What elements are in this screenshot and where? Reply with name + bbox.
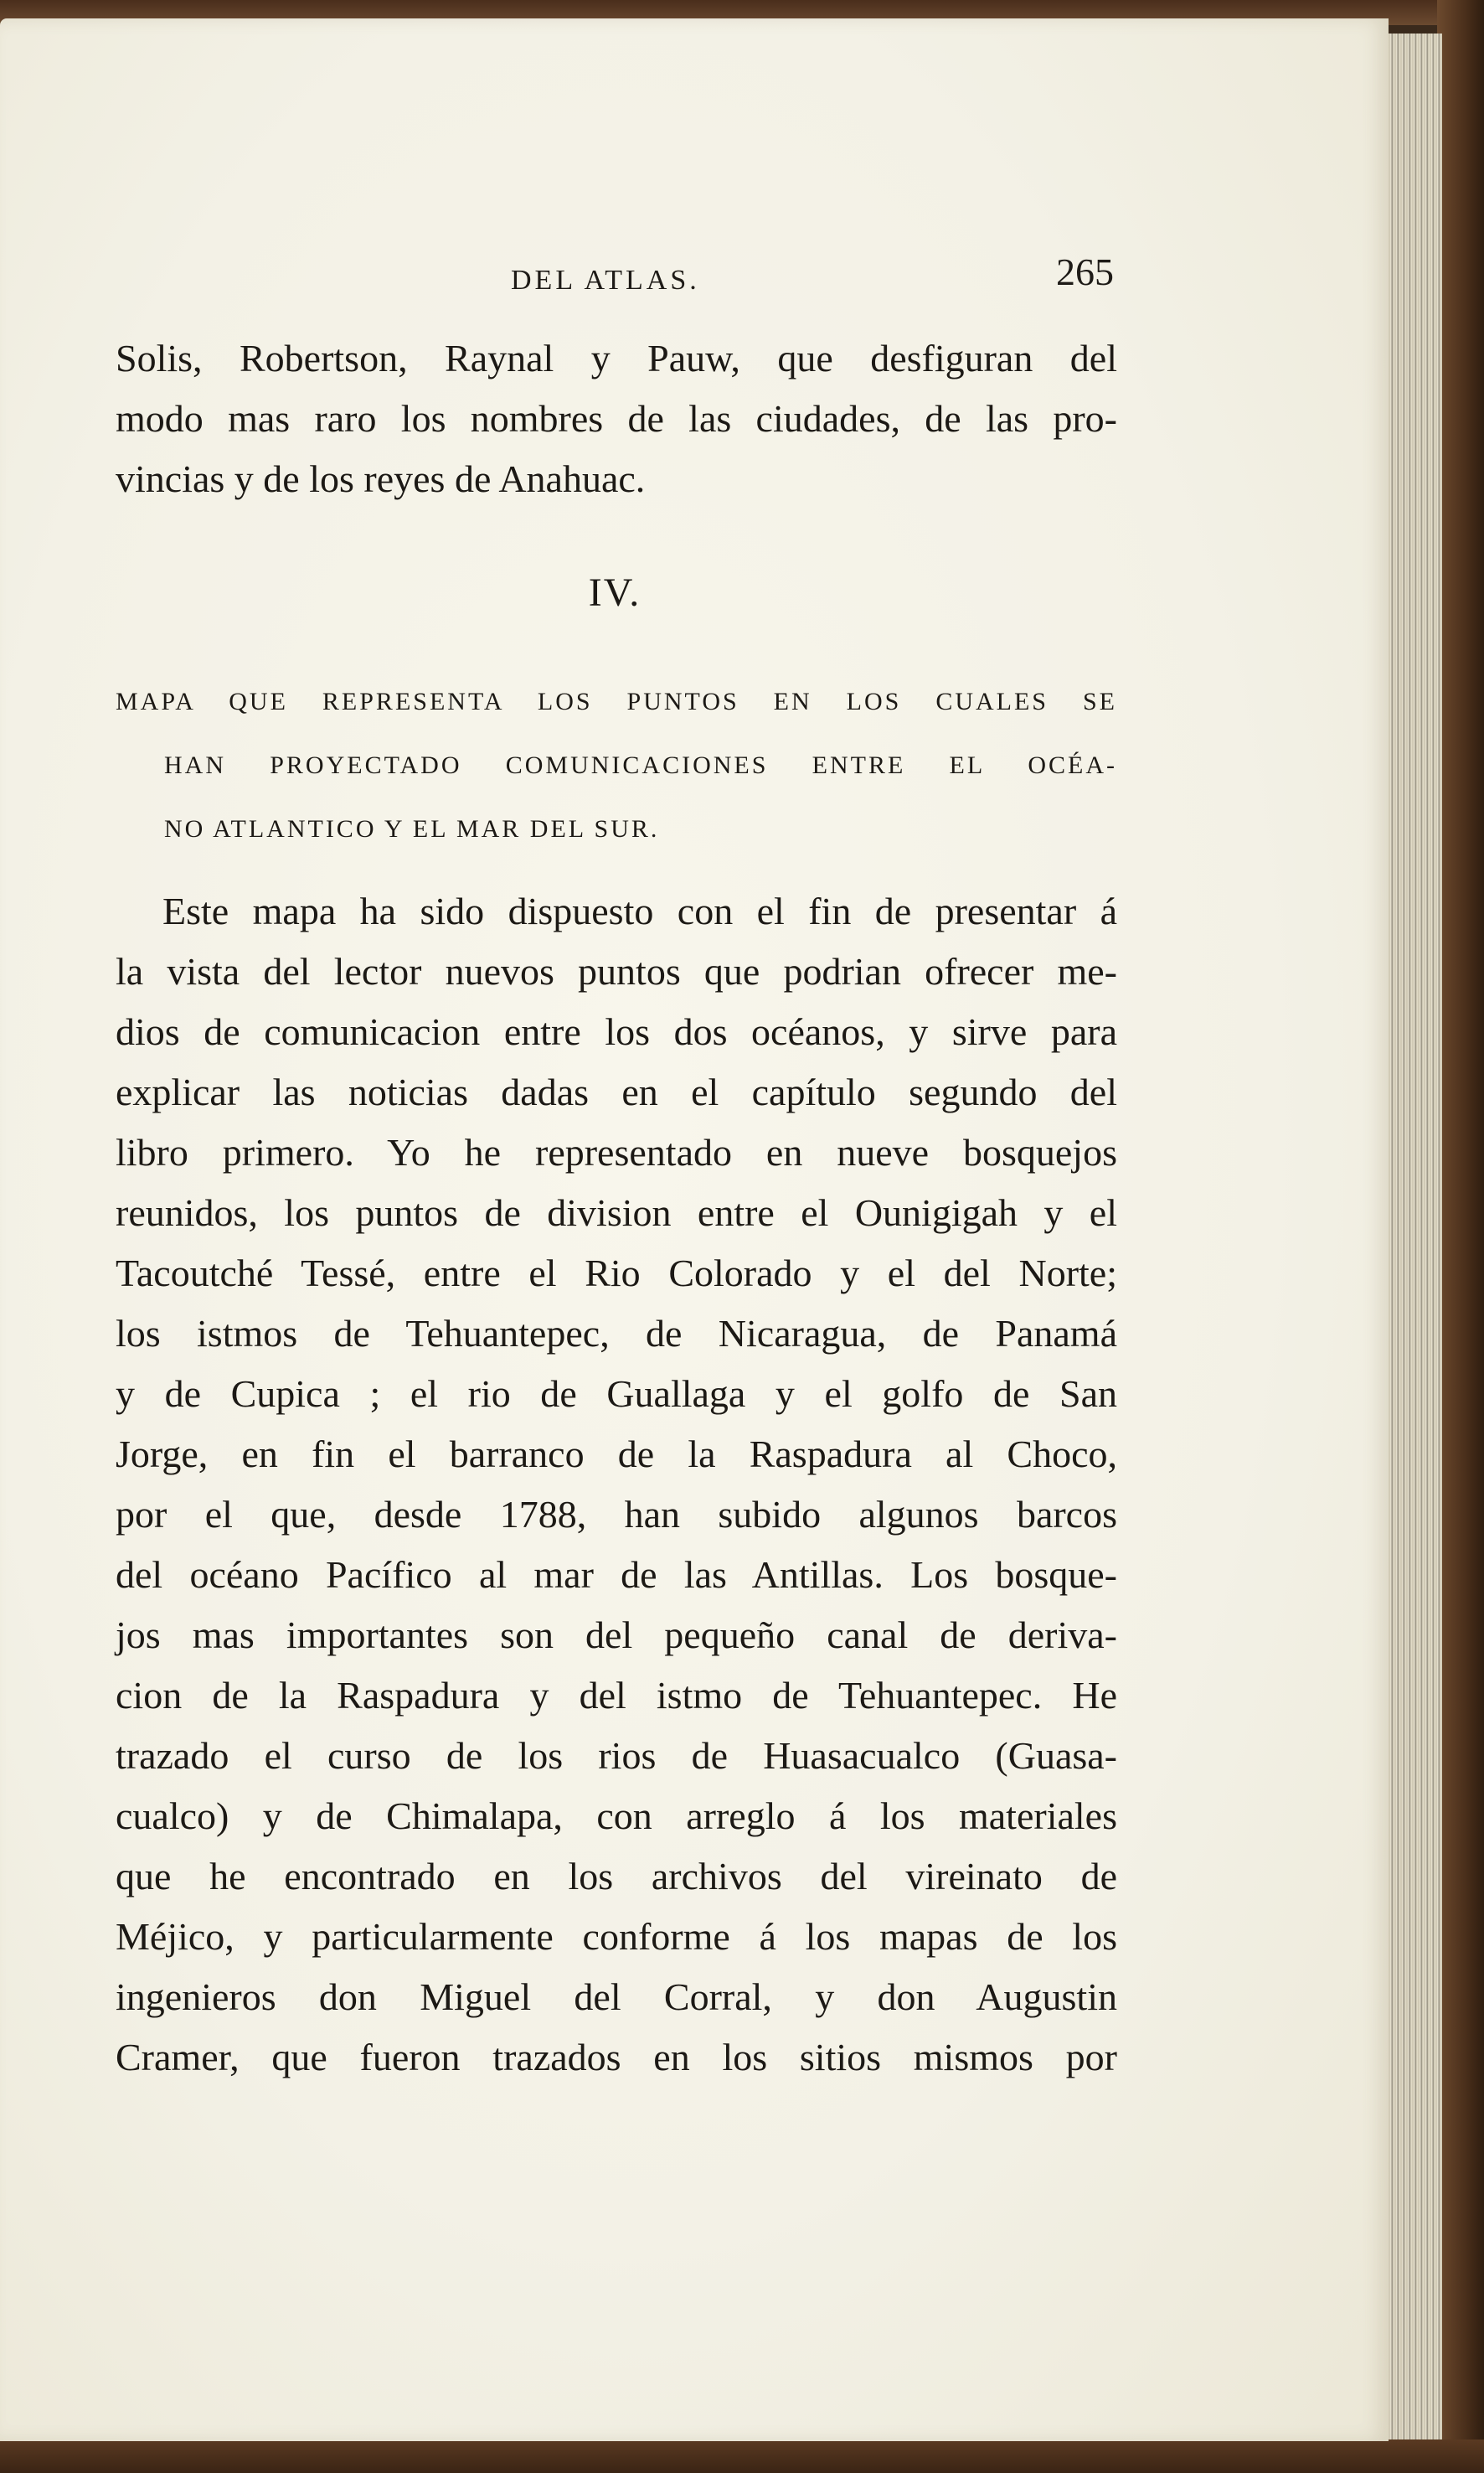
text-line: Tacoutché Tessé, entre el Rio Colorado y el del Norte; [116,1252,1117,1294]
body-paragraph [116,881,1117,2088]
text-line: vincias y de los reyes de Anahuac. [116,457,646,500]
text-line: Méjico, y particularmente conforme á los mapas de los [116,1915,1117,1958]
text-line: explicar las noticias dadas en el capítulo segundo del [116,1071,1117,1113]
page-edges [1380,34,1442,2439]
text-line: y de Cupica ; el rio de Guallaga y el golfo de San [116,1372,1117,1415]
text-line: reunidos, los puntos de division entre el Ounigigah y el [116,1191,1117,1234]
text-line: dios de comunicacion entre los dos océanos, y sirve para [116,1010,1117,1053]
page-number: 265 [1056,250,1114,293]
text-line: ingenieros don Miguel del Corral, y don Augustin [116,1975,1117,2018]
title-line: NO ATLANTICO Y EL MAR DEL SUR. [164,815,660,843]
book-binding-bottom [0,2439,1484,2473]
book-page [0,18,1389,2441]
title-line: HAN PROYECTADO COMUNICACIONES ENTRE EL OCÉA- [164,751,1117,779]
text-line: modo mas raro los nombres de las ciudades, de las pro- [116,397,1117,440]
text-line: Este mapa ha sido dispuesto con el fin de presentar á [162,890,1117,932]
text-line: que he encontrado en los archivos del vireinato de [116,1855,1117,1897]
text-line: Jorge, en fin el barranco de la Raspadura al Choco, [116,1433,1117,1475]
text-line: Solis, Robertson, Raynal y Pauw, que desfiguran del [116,337,1117,379]
text-line: libro primero. Yo he representado en nueve bosquejos [116,1131,1117,1174]
running-head: DEL ATLAS. [511,265,700,296]
text-line: cion de la Raspadura y del istmo de Tehuantepec. He [116,1674,1117,1717]
section-title [116,670,1117,861]
text-line: jos mas importantes son del pequeño canal de deriva- [116,1613,1117,1656]
title-line: MAPA QUE REPRESENTA LOS PUNTOS EN LOS CUALES SE [116,688,1117,715]
text-line: por el que, desde 1788, han subido algunos barcos [116,1493,1117,1536]
section-number: IV. [588,570,642,615]
page-header [117,245,1114,295]
intro-paragraph [116,328,1117,509]
text-line: trazado el curso de los rios de Huasacualco (Guasa- [116,1734,1117,1777]
text-line: los istmos de Tehuantepec, de Nicaragua, de Panamá [116,1312,1117,1355]
text-line: Cramer, que fueron trazados en los sitios mismos por [116,2036,1117,2078]
text-line: del océano Pacífico al mar de las Antillas. Los bosque- [116,1553,1117,1596]
book-binding-right [1437,0,1484,2473]
text-line: cualco) y de Chimalapa, con arreglo á los materiales [116,1794,1117,1837]
text-line: la vista del lector nuevos puntos que podrian ofrecer me- [116,950,1117,993]
